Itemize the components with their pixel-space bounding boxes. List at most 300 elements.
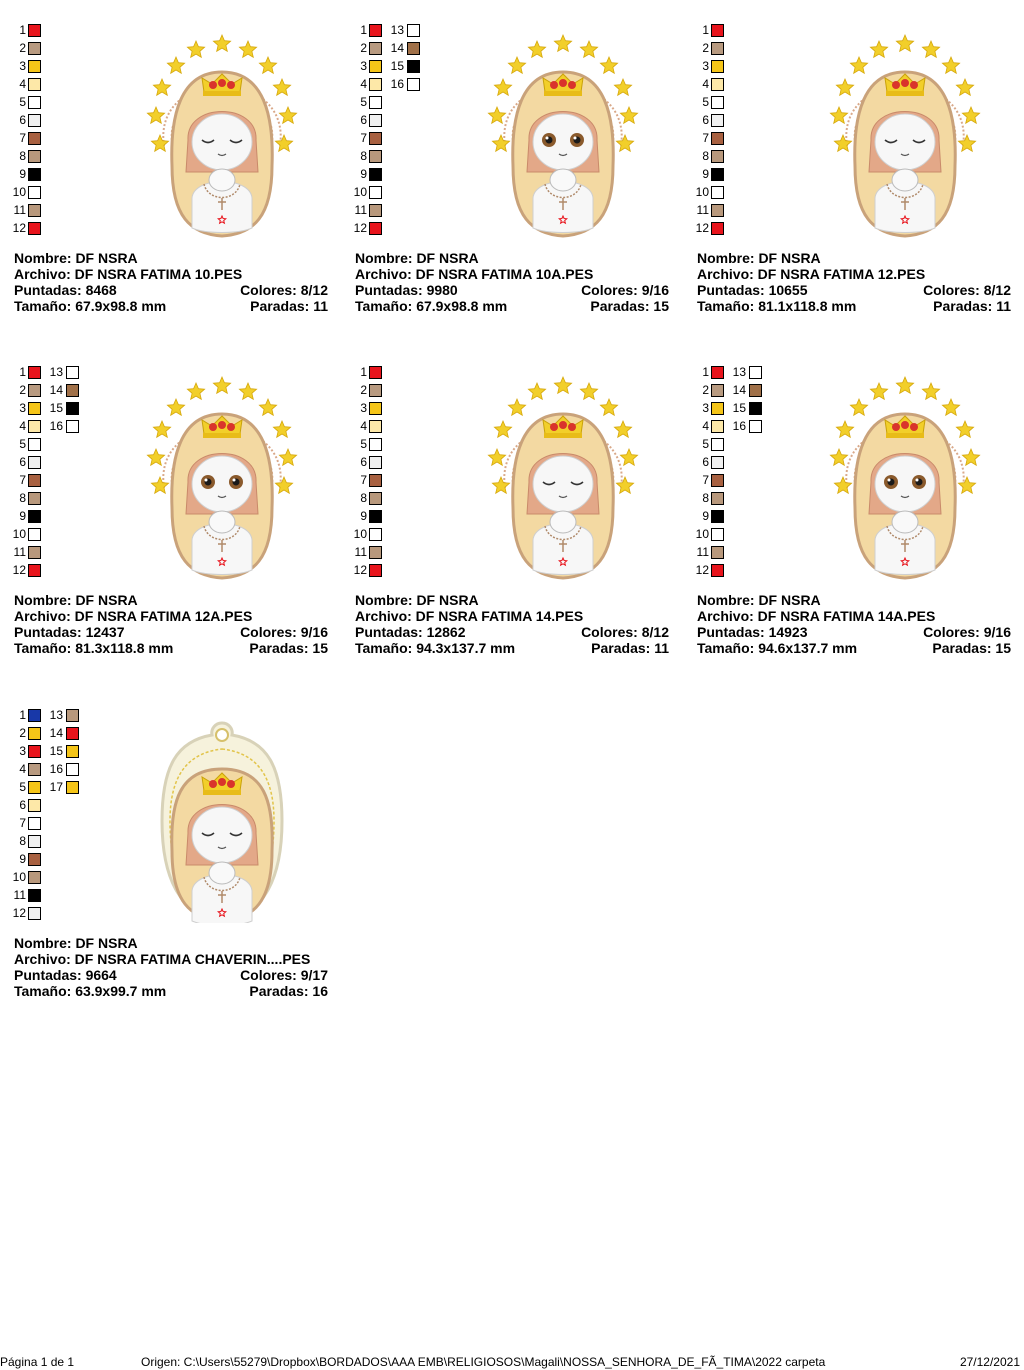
palette-number: 8 bbox=[19, 491, 26, 505]
halo-star bbox=[836, 79, 853, 95]
design-file: Archivo: DF NSRA FATIMA 12.PES bbox=[697, 266, 926, 282]
design-name: Nombre: DF NSRA bbox=[14, 592, 138, 608]
palette-number: 5 bbox=[360, 95, 367, 109]
color-swatch bbox=[369, 492, 382, 505]
design-file: Archivo: DF NSRA FATIMA CHAVERIN....PES bbox=[14, 951, 311, 967]
color-swatch bbox=[28, 492, 41, 505]
palette-number: 2 bbox=[702, 383, 709, 397]
halo-star bbox=[870, 41, 887, 57]
halo-star bbox=[962, 449, 979, 465]
halo-star bbox=[528, 383, 545, 399]
palette-number: 6 bbox=[360, 455, 367, 469]
keychain-hole bbox=[216, 729, 228, 741]
palette-number: 3 bbox=[702, 401, 709, 415]
palette-number: 7 bbox=[702, 131, 709, 145]
palette-number: 11 bbox=[13, 888, 26, 902]
palette-number: 14 bbox=[49, 383, 63, 397]
halo-star bbox=[239, 383, 256, 399]
color-swatch bbox=[66, 781, 79, 794]
embroidery-preview bbox=[142, 26, 302, 236]
palette-number: 9 bbox=[702, 509, 709, 523]
color-count: Colores: 9/17 bbox=[240, 967, 328, 983]
palette-number: 4 bbox=[360, 419, 367, 433]
halo-star bbox=[147, 449, 164, 465]
palette-number: 6 bbox=[19, 455, 26, 469]
palette-number: 8 bbox=[19, 834, 26, 848]
halo-star bbox=[167, 399, 184, 415]
halo-star bbox=[616, 135, 633, 151]
palette-number: 9 bbox=[19, 167, 26, 181]
embroidery-preview bbox=[483, 368, 643, 578]
embroidery-preview bbox=[142, 368, 302, 578]
palette-number: 7 bbox=[360, 473, 367, 487]
palette-number: 9 bbox=[19, 852, 26, 866]
color-swatch bbox=[28, 546, 41, 559]
palette-number: 12 bbox=[12, 906, 26, 920]
palette-number: 8 bbox=[702, 149, 709, 163]
palette-number: 4 bbox=[19, 77, 26, 91]
color-count: Colores: 8/12 bbox=[240, 282, 328, 298]
color-swatch bbox=[711, 150, 724, 163]
color-swatch bbox=[28, 114, 41, 127]
palette-number: 7 bbox=[19, 816, 26, 830]
halo-star bbox=[922, 383, 939, 399]
palette-number: 10 bbox=[353, 527, 367, 541]
design-size: Tamaño: 81.3x118.8 mm bbox=[14, 640, 174, 656]
halo-star bbox=[896, 35, 913, 51]
color-swatch bbox=[28, 907, 41, 920]
palette-number: 15 bbox=[49, 401, 63, 415]
halo-star bbox=[275, 135, 292, 151]
palette-number: 7 bbox=[360, 131, 367, 145]
design-name: Nombre: DF NSRA bbox=[14, 250, 138, 266]
color-swatch bbox=[28, 528, 41, 541]
palette-number: 7 bbox=[19, 131, 26, 145]
hands bbox=[209, 169, 235, 191]
halo-star bbox=[896, 377, 913, 393]
palette-number: 17 bbox=[49, 780, 63, 794]
halo-star bbox=[956, 421, 973, 437]
palette-number: 10 bbox=[12, 185, 26, 199]
palette-number: 11 bbox=[13, 545, 26, 559]
palette-number: 6 bbox=[360, 113, 367, 127]
color-swatch bbox=[711, 186, 724, 199]
halo-star bbox=[151, 135, 168, 151]
design-size: Tamaño: 94.3x137.7 mm bbox=[355, 640, 516, 656]
palette-number: 1 bbox=[19, 365, 26, 379]
palette-number: 10 bbox=[353, 185, 367, 199]
color-count: Colores: 8/12 bbox=[581, 624, 669, 640]
color-swatch bbox=[369, 474, 382, 487]
halo-star bbox=[273, 79, 290, 95]
palette-number: 5 bbox=[702, 437, 709, 451]
color-swatch bbox=[711, 564, 724, 577]
color-count: Colores: 8/12 bbox=[923, 282, 1011, 298]
embroidery-preview bbox=[825, 368, 985, 578]
color-swatch bbox=[66, 366, 79, 379]
halo-star bbox=[187, 383, 204, 399]
palette-number: 2 bbox=[19, 383, 26, 397]
design-size: Tamaño: 67.9x98.8 mm bbox=[355, 298, 508, 314]
stop-count: Paradas: 15 bbox=[249, 640, 328, 656]
design-name: Nombre: DF NSRA bbox=[355, 250, 479, 266]
stitch-count: Puntadas: 12437 bbox=[14, 624, 125, 640]
design-file: Archivo: DF NSRA FATIMA 10.PES bbox=[14, 266, 243, 282]
halo-star bbox=[279, 107, 296, 123]
halo-star bbox=[494, 79, 511, 95]
color-swatch bbox=[66, 745, 79, 758]
palette-number: 3 bbox=[19, 401, 26, 415]
palette-number: 2 bbox=[19, 726, 26, 740]
color-swatch bbox=[369, 564, 382, 577]
palette-number: 3 bbox=[19, 744, 26, 758]
palette-number: 11 bbox=[354, 545, 367, 559]
halo-star bbox=[494, 421, 511, 437]
embroidery-preview bbox=[142, 711, 302, 921]
design-info bbox=[14, 935, 328, 999]
stitch-count: Puntadas: 10655 bbox=[697, 282, 808, 298]
stitch-count: Puntadas: 14923 bbox=[697, 624, 808, 640]
color-swatch bbox=[28, 42, 41, 55]
stop-count: Paradas: 11 bbox=[933, 298, 1011, 314]
palette-number: 9 bbox=[360, 509, 367, 523]
color-swatch bbox=[28, 168, 41, 181]
color-swatch bbox=[28, 799, 41, 812]
palette-number: 2 bbox=[19, 41, 26, 55]
color-swatch bbox=[28, 78, 41, 91]
palette-number: 15 bbox=[49, 744, 63, 758]
palette-number: 1 bbox=[360, 23, 367, 37]
halo-star bbox=[942, 399, 959, 415]
stop-count: Paradas: 11 bbox=[591, 640, 669, 656]
design-file: Archivo: DF NSRA FATIMA 14A.PES bbox=[697, 608, 936, 624]
color-swatch bbox=[369, 456, 382, 469]
halo-star bbox=[508, 399, 525, 415]
palette-number: 6 bbox=[702, 113, 709, 127]
design-info bbox=[14, 250, 328, 314]
color-swatch bbox=[66, 420, 79, 433]
palette-number: 12 bbox=[695, 221, 709, 235]
palette-number: 6 bbox=[702, 455, 709, 469]
palette-number: 12 bbox=[353, 563, 367, 577]
stitch-count: Puntadas: 9980 bbox=[355, 282, 458, 298]
halo-star bbox=[275, 477, 292, 493]
palette-number: 5 bbox=[19, 437, 26, 451]
palette-number: 12 bbox=[12, 221, 26, 235]
halo-star bbox=[528, 41, 545, 57]
palette-number: 15 bbox=[732, 401, 746, 415]
palette-number: 14 bbox=[732, 383, 746, 397]
color-swatch bbox=[28, 853, 41, 866]
palette-number: 3 bbox=[702, 59, 709, 73]
color-swatch bbox=[711, 204, 724, 217]
color-swatch bbox=[407, 42, 420, 55]
color-swatch bbox=[711, 222, 724, 235]
print-date: 27/12/2021 bbox=[959, 1355, 1020, 1369]
color-swatch bbox=[369, 132, 382, 145]
color-swatch bbox=[407, 60, 420, 73]
palette-number: 10 bbox=[695, 185, 709, 199]
palette-number: 9 bbox=[19, 509, 26, 523]
halo-star bbox=[259, 399, 276, 415]
color-swatch bbox=[749, 366, 762, 379]
color-swatch bbox=[369, 96, 382, 109]
color-swatch bbox=[369, 204, 382, 217]
design-info bbox=[697, 250, 1011, 314]
halo-star bbox=[554, 35, 571, 51]
color-swatch bbox=[407, 24, 420, 37]
design-name: Nombre: DF NSRA bbox=[14, 935, 138, 951]
color-swatch bbox=[711, 528, 724, 541]
palette-number: 13 bbox=[732, 365, 746, 379]
color-swatch bbox=[66, 763, 79, 776]
halo-star bbox=[600, 399, 617, 415]
halo-star bbox=[279, 449, 296, 465]
design-info bbox=[14, 592, 328, 656]
halo-star bbox=[870, 383, 887, 399]
palette-number: 16 bbox=[49, 419, 63, 433]
palette-number: 16 bbox=[732, 419, 746, 433]
design-name: Nombre: DF NSRA bbox=[355, 592, 479, 608]
halo-star bbox=[153, 421, 170, 437]
page-footer bbox=[0, 1354, 1024, 1370]
palette-number: 2 bbox=[360, 41, 367, 55]
face bbox=[192, 456, 252, 512]
halo-star bbox=[580, 41, 597, 57]
color-swatch bbox=[711, 510, 724, 523]
halo-star bbox=[508, 57, 525, 73]
palette-number: 10 bbox=[12, 870, 26, 884]
halo-star bbox=[956, 79, 973, 95]
palette-number: 14 bbox=[49, 726, 63, 740]
design-info bbox=[355, 250, 669, 314]
color-swatch bbox=[711, 24, 724, 37]
face bbox=[192, 807, 252, 863]
color-swatch bbox=[28, 150, 41, 163]
color-swatch bbox=[369, 510, 382, 523]
color-swatch bbox=[711, 474, 724, 487]
origin-path: Origen: C:\Users\55279\Dropbox\BORDADOS\AAA EMB\RELIGIOSOS\Magali\NOSSA_SENHORA_DE_FÃ_TIMA\2022 carpeta bbox=[141, 1355, 826, 1369]
halo-star bbox=[962, 107, 979, 123]
halo-star bbox=[239, 41, 256, 57]
halo-star bbox=[492, 477, 509, 493]
color-swatch bbox=[28, 474, 41, 487]
color-swatch bbox=[66, 402, 79, 415]
color-swatch bbox=[369, 150, 382, 163]
halo-star bbox=[850, 399, 867, 415]
hands bbox=[209, 862, 235, 884]
palette-number: 9 bbox=[360, 167, 367, 181]
palette-number: 4 bbox=[360, 77, 367, 91]
color-swatch bbox=[711, 492, 724, 505]
face bbox=[875, 114, 935, 170]
color-swatch bbox=[66, 727, 79, 740]
color-swatch bbox=[711, 60, 724, 73]
color-swatch bbox=[28, 564, 41, 577]
color-swatch bbox=[369, 384, 382, 397]
halo-star bbox=[836, 421, 853, 437]
halo-star bbox=[620, 449, 637, 465]
halo-star bbox=[153, 79, 170, 95]
face bbox=[533, 456, 593, 512]
color-count: Colores: 9/16 bbox=[923, 624, 1011, 640]
palette-number: 4 bbox=[19, 762, 26, 776]
palette-number: 11 bbox=[696, 203, 709, 217]
halo-star bbox=[187, 41, 204, 57]
palette-number: 10 bbox=[695, 527, 709, 541]
palette-number: 5 bbox=[19, 780, 26, 794]
halo-star bbox=[273, 421, 290, 437]
halo-star bbox=[554, 377, 571, 393]
palette-number: 7 bbox=[19, 473, 26, 487]
color-swatch bbox=[711, 42, 724, 55]
color-swatch bbox=[749, 384, 762, 397]
palette-number: 4 bbox=[19, 419, 26, 433]
page-number: Página 1 de 1 bbox=[0, 1355, 75, 1369]
design-info bbox=[355, 592, 669, 656]
palette-number: 1 bbox=[702, 23, 709, 37]
palette-number: 4 bbox=[702, 77, 709, 91]
color-swatch bbox=[369, 114, 382, 127]
palette-number: 5 bbox=[702, 95, 709, 109]
color-swatch bbox=[749, 402, 762, 415]
palette-number: 3 bbox=[19, 59, 26, 73]
palette-number: 11 bbox=[13, 203, 26, 217]
halo-star bbox=[580, 383, 597, 399]
palette-number: 1 bbox=[19, 23, 26, 37]
palette-number: 14 bbox=[390, 41, 404, 55]
halo-star bbox=[942, 57, 959, 73]
color-swatch bbox=[711, 168, 724, 181]
palette-number: 12 bbox=[12, 563, 26, 577]
color-swatch bbox=[28, 438, 41, 451]
halo-star bbox=[151, 477, 168, 493]
palette-number: 9 bbox=[702, 167, 709, 181]
color-swatch bbox=[28, 132, 41, 145]
palette-number: 6 bbox=[19, 113, 26, 127]
palette-number: 5 bbox=[360, 437, 367, 451]
palette-number: 13 bbox=[49, 708, 63, 722]
palette-number: 3 bbox=[360, 59, 367, 73]
color-swatch bbox=[28, 871, 41, 884]
stop-count: Paradas: 15 bbox=[590, 298, 669, 314]
palette-number: 1 bbox=[19, 708, 26, 722]
color-swatch bbox=[407, 78, 420, 91]
halo-star bbox=[259, 57, 276, 73]
color-swatch bbox=[749, 420, 762, 433]
color-swatch bbox=[66, 709, 79, 722]
stop-count: Paradas: 16 bbox=[249, 983, 328, 999]
hands bbox=[550, 169, 576, 191]
halo-star bbox=[488, 449, 505, 465]
halo-star bbox=[620, 107, 637, 123]
design-size: Tamaño: 63.9x99.7 mm bbox=[14, 983, 167, 999]
color-swatch bbox=[369, 168, 382, 181]
stitch-count: Puntadas: 12862 bbox=[355, 624, 466, 640]
color-swatch bbox=[369, 402, 382, 415]
hands bbox=[550, 511, 576, 533]
color-swatch bbox=[28, 186, 41, 199]
face bbox=[533, 114, 593, 170]
palette-number: 6 bbox=[19, 798, 26, 812]
color-swatch bbox=[28, 817, 41, 830]
stop-count: Paradas: 15 bbox=[932, 640, 1011, 656]
palette-number: 16 bbox=[49, 762, 63, 776]
palette-number: 1 bbox=[702, 365, 709, 379]
palette-number: 7 bbox=[702, 473, 709, 487]
color-swatch bbox=[369, 222, 382, 235]
design-size: Tamaño: 67.9x98.8 mm bbox=[14, 298, 167, 314]
design-card bbox=[14, 366, 334, 666]
design-card bbox=[697, 24, 1017, 324]
halo-star bbox=[830, 107, 847, 123]
color-swatch bbox=[711, 546, 724, 559]
halo-star bbox=[492, 135, 509, 151]
design-card bbox=[14, 709, 334, 1009]
color-swatch bbox=[28, 889, 41, 902]
halo-star bbox=[850, 57, 867, 73]
color-swatch bbox=[28, 510, 41, 523]
color-swatch bbox=[28, 456, 41, 469]
face bbox=[192, 114, 252, 170]
design-info bbox=[697, 592, 1011, 656]
design-card bbox=[355, 24, 675, 324]
color-swatch bbox=[28, 96, 41, 109]
halo-star bbox=[213, 35, 230, 51]
design-size: Tamaño: 81.1x118.8 mm bbox=[697, 298, 857, 314]
color-swatch bbox=[369, 546, 382, 559]
halo-star bbox=[922, 41, 939, 57]
halo-star bbox=[614, 79, 631, 95]
color-count: Colores: 9/16 bbox=[240, 624, 328, 640]
halo-star bbox=[830, 449, 847, 465]
hands bbox=[209, 511, 235, 533]
color-swatch bbox=[369, 366, 382, 379]
halo-star bbox=[614, 421, 631, 437]
halo-star bbox=[600, 57, 617, 73]
color-swatch bbox=[28, 24, 41, 37]
palette-number: 2 bbox=[702, 41, 709, 55]
palette-number: 8 bbox=[19, 149, 26, 163]
palette-number: 1 bbox=[360, 365, 367, 379]
hands bbox=[892, 511, 918, 533]
color-swatch bbox=[28, 222, 41, 235]
color-swatch bbox=[711, 96, 724, 109]
halo-star bbox=[958, 477, 975, 493]
palette-number: 11 bbox=[696, 545, 709, 559]
halo-star bbox=[488, 107, 505, 123]
design-card bbox=[697, 366, 1017, 666]
embroidery-preview bbox=[825, 26, 985, 236]
stop-count: Paradas: 11 bbox=[250, 298, 328, 314]
color-swatch bbox=[711, 78, 724, 91]
color-count: Colores: 9/16 bbox=[581, 282, 669, 298]
color-swatch bbox=[369, 186, 382, 199]
design-card bbox=[355, 366, 675, 666]
design-name: Nombre: DF NSRA bbox=[697, 592, 821, 608]
color-swatch bbox=[369, 420, 382, 433]
color-swatch bbox=[711, 132, 724, 145]
color-swatch bbox=[66, 384, 79, 397]
design-card bbox=[14, 24, 334, 324]
palette-number: 2 bbox=[360, 383, 367, 397]
palette-number: 8 bbox=[360, 149, 367, 163]
palette-number: 13 bbox=[390, 23, 404, 37]
halo-star bbox=[167, 57, 184, 73]
design-size: Tamaño: 94.6x137.7 mm bbox=[697, 640, 858, 656]
palette-number: 12 bbox=[695, 563, 709, 577]
halo-star bbox=[213, 377, 230, 393]
